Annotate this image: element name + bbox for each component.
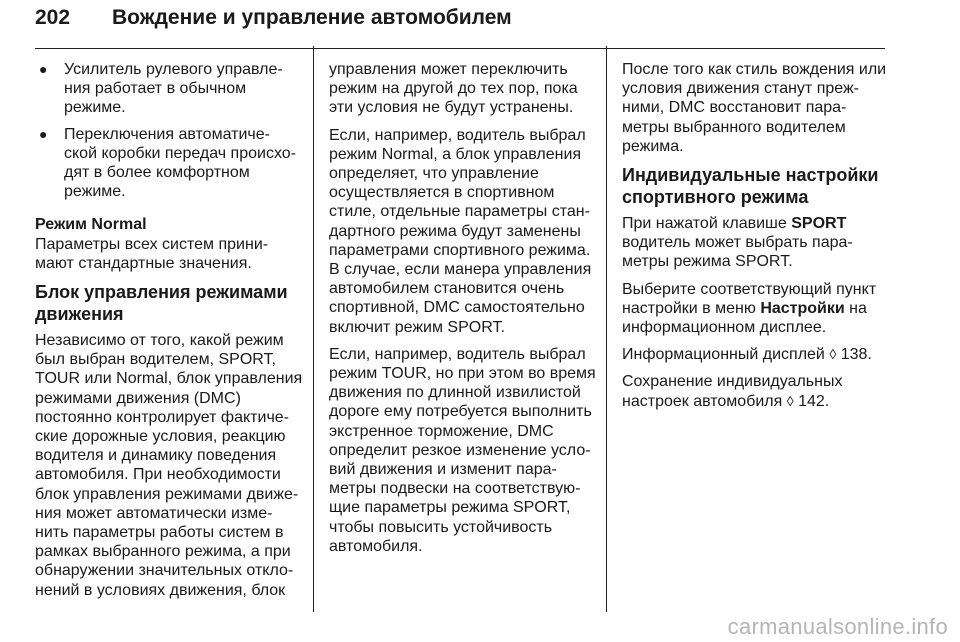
text-line: режиме. — [64, 99, 126, 117]
text-line: рамках выбранного режима, а при — [35, 543, 291, 561]
text-line: режим Normal, а блок управления — [329, 145, 582, 163]
text-line: метры подвески на соответствую- — [329, 480, 581, 498]
column-1 — [35, 60, 303, 608]
heading-line: движения — [35, 304, 124, 325]
column-divider-2 — [606, 46, 607, 612]
text-line — [622, 345, 892, 364]
text-line — [622, 299, 892, 318]
text-span: При нажатой клавише — [622, 215, 792, 233]
page-reference: 138. — [840, 346, 872, 364]
text-line: ские дорожные условия, реакцию — [35, 428, 286, 446]
text-line: Переключения автоматиче- — [64, 125, 270, 143]
text-span: на — [844, 299, 867, 317]
text-line: включит режим SPORT. — [329, 318, 505, 336]
text-line — [622, 214, 892, 233]
text-span: настроек автомобиля — [622, 392, 787, 410]
text-line: движения по длинной извилистой — [329, 384, 581, 402]
text-line: Если, например, водитель выбрал — [329, 126, 586, 144]
text-line: нить параметры работы систем в — [35, 524, 284, 542]
text-line: метры выбранного водителем — [622, 118, 846, 136]
text-line: вий движения и изменит пара- — [329, 461, 557, 479]
text-span: Информационный дисплей — [622, 346, 830, 364]
text-line: спортивной, DMC самостоятельно — [329, 299, 585, 317]
text-line: Усилитель рулевого управле- — [64, 61, 283, 78]
text-line: водитель может выбрать пара- — [622, 234, 853, 252]
text-line: ской коробки передач происхо- — [64, 144, 296, 162]
sport-key-label: SPORT — [791, 215, 847, 233]
watermark: carmanualsonline.info — [727, 614, 948, 639]
paragraph — [329, 60, 595, 118]
paragraph — [622, 280, 892, 338]
page-reference-icon: ◊ — [829, 346, 837, 363]
text-line: эти условия не будут устранены. — [329, 99, 574, 117]
normal-mode-section — [35, 215, 303, 273]
page-title: Вождение и управление автомобилем — [112, 6, 512, 29]
text-line: был выбран водителем, SPORT, — [35, 351, 276, 369]
text-line: Сохранение индивидуальных — [622, 373, 843, 391]
text-line: режиме. — [64, 183, 126, 201]
bullet-icon: ● — [39, 125, 48, 142]
text-line: режимами движения (DMC) — [35, 389, 241, 407]
column-3 — [622, 60, 892, 419]
heading-line: Индивидуальные настройки — [622, 165, 879, 186]
text-line: Независимо от того, какой режим — [35, 332, 284, 350]
bullet-item — [35, 60, 303, 118]
text-line: определит резкое изменение усло- — [329, 441, 591, 459]
text-line: Если, например, водитель выбрал — [329, 345, 586, 363]
sport-settings-heading — [622, 164, 892, 208]
text-line: После того как стиль вождения или — [622, 61, 887, 78]
text-line: автомобилем становится очень — [329, 280, 565, 298]
text-line: автомобиля. — [329, 537, 423, 555]
heading-line: Блок управления режимами — [35, 282, 288, 303]
paragraph — [622, 60, 892, 156]
text-line: дят в более комфортном — [64, 164, 250, 182]
text-line: управления может переключить — [329, 61, 568, 78]
paragraph — [622, 345, 892, 364]
heading-line: спортивного режима — [622, 187, 809, 208]
page-reference: 142. — [798, 392, 830, 410]
text-line: метры режима SPORT. — [622, 253, 793, 271]
text-line: TOUR или Normal, блок управления — [35, 370, 303, 388]
text-line: ними, DMC восстановит пара- — [622, 99, 847, 117]
text-line: режим TOUR, но при этом во время — [329, 365, 596, 383]
text-line: дартного режима будут заменены — [329, 222, 581, 240]
text-line: условия движения станут преж- — [622, 80, 860, 98]
dmc-paragraph — [35, 331, 303, 600]
text-line: постоянно контролирует фактиче- — [35, 408, 289, 426]
paragraph — [622, 372, 892, 410]
settings-menu-label: Настройки — [760, 299, 845, 317]
page-reference-icon: ◊ — [786, 392, 794, 409]
text-line: Выберите соответствующий пункт — [622, 280, 877, 298]
bullet-item — [35, 125, 303, 202]
text-line: стиле, отдельные параметры стан- — [329, 203, 590, 221]
text-line: водителя и динамику поведения — [35, 447, 277, 465]
text-line: автомобиля. При необходимости — [35, 466, 281, 484]
text-line: чтобы повысить устойчивость — [329, 518, 553, 536]
column-divider-1 — [313, 46, 314, 612]
text-line: определяет, что управление — [329, 165, 539, 183]
text-line: мают стандартные значения. — [35, 254, 252, 272]
text-line: осуществляется в спортивном — [329, 184, 555, 202]
text-line: режима. — [622, 137, 684, 155]
paragraph — [329, 126, 595, 337]
text-line — [622, 392, 892, 411]
paragraph — [329, 345, 595, 556]
bullet-icon: ● — [39, 61, 48, 77]
text-line: нений в условиях движения, блок — [35, 581, 286, 599]
text-line: ния может автоматически изме- — [35, 504, 273, 522]
text-span: настройки в меню — [622, 299, 761, 317]
text-line: Параметры всех систем прини- — [35, 235, 269, 253]
text-line: режим на другой до тех пор, пока — [329, 80, 578, 98]
column-2 — [329, 60, 595, 564]
text-line: экстренное торможение, DMC — [329, 422, 554, 440]
page-header — [35, 2, 885, 49]
paragraph — [622, 214, 892, 272]
text-line: параметрами спортивного режима. — [329, 241, 591, 259]
text-line: В случае, если манера управления — [329, 261, 592, 279]
dmc-heading — [35, 281, 303, 325]
text-line: обнаружении значительных откло- — [35, 562, 294, 580]
text-line: дороге ему потребуется выполнить — [329, 403, 592, 421]
page-number: 202 — [35, 6, 71, 29]
text-line: информационном дисплее. — [622, 319, 827, 337]
normal-mode-title: Режим Normal — [35, 216, 147, 234]
text-line: щие параметры режима SPORT, — [329, 499, 571, 517]
text-line: блок управления режимами движе- — [35, 485, 299, 503]
text-line: ния работает в обычном — [64, 80, 247, 98]
